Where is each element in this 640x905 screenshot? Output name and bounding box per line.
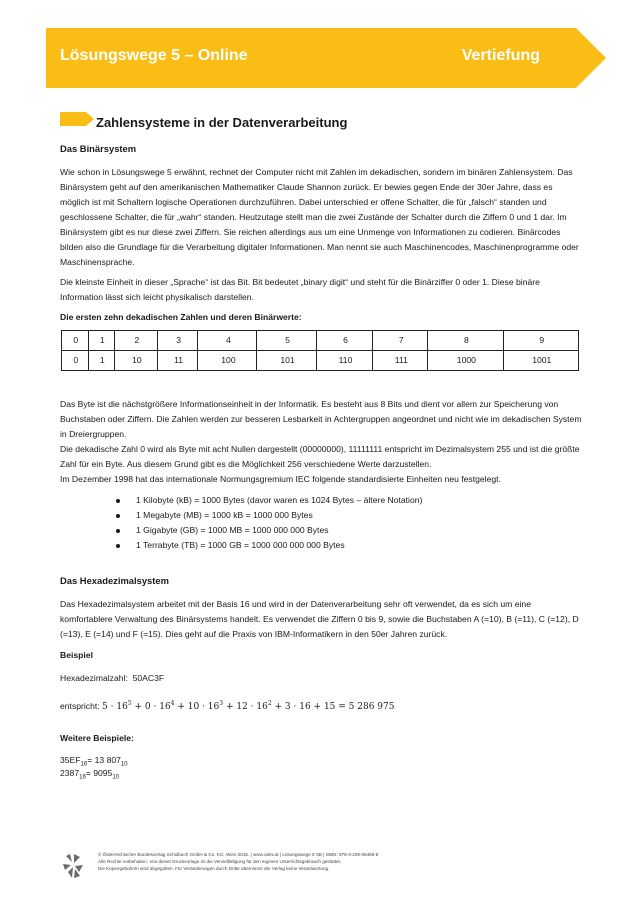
table-row-decimal	[62, 331, 579, 351]
header-banner	[46, 28, 606, 88]
binary-paragraph-1: Wie schon in Lösungswege 5 erwähnt, rechnet der Computer nicht mit Zahlen im dekadischen, sondern im binären Zahlensystem. Das Binärsystem geht auf den amerikanischen Mathematiker Claude Shannon zurück. Er bewies gegen Ende der 30er Jahre, dass es möglich ist mit Schaltern logische Operationen durchzuführen. Dabei unterschied er offene Schalter, die für „falsch“ standen und geschlossene Schalter, die für „wahr“ standen. Heutzutage stellt man die zwei Zustände der Schalter durch die Ziffern 0 und 1 dar. Im Binärsystem gibt es nur diese zwei Ziffern. Sie reichen allerdings aus um eine Unmenge von Informationen zu codieren. Binärcodes bilden also die Grundlage für die Verarbeitung digitaler Informationen. Man nennt sie auch Maschinencodes, Maschinenprogramme oder Maschinensprache.	[60, 167, 579, 267]
footer	[60, 850, 600, 880]
list-item: 1 Terrabyte (TB) = 1000 GB = 1000 000 000 000 Bytes	[136, 538, 582, 553]
more-example-2-base-sub: 16	[79, 774, 86, 781]
list-item: 1 Kilobyte (kB) = 1000 Bytes (davor waren es 1024 Bytes – ältere Notation)	[136, 493, 582, 508]
equation-expression: $5 \cdot 16^5 + 0 \cdot 16^4 + 10 \cdot 16^3 + 12 \cdot 16^2 + 3 \cdot 16 + 15$ =	[102, 700, 349, 712]
example-line	[60, 671, 582, 686]
page-title: Zahlensysteme in der Datenverarbeitung	[96, 115, 348, 130]
table-cell: 1	[88, 331, 115, 351]
table-cell: 110	[316, 351, 373, 371]
hex-heading: Das Hexadezimalsystem	[60, 575, 169, 586]
table-cell: 1	[88, 351, 115, 371]
table-cell: 101	[257, 351, 316, 371]
hex-paragraph-1: Das Hexadezimalsystem arbeitet mit der Basis 16 und wird in der Datenverarbeitung sehr oft verwendet, da es sich um eine komfortablere Verwaltung des Binärsystems handelt. Es verwendet die Ziffern 0 bis 9, sowie die Buchstaben A (=10), B (=11), C (=12), D (=13), E (=14) und F (=15). Dies geht auf die Praxis von IBM-Informatikern in den 50er Jahren zurück.	[60, 599, 579, 639]
footer-text	[98, 851, 378, 872]
table-cell: 3	[157, 331, 198, 351]
example-label: Hexadezimalzahl:	[60, 673, 128, 683]
table-cell: 111	[373, 351, 428, 371]
more-examples-heading: Weitere Beispiele:	[60, 733, 134, 743]
binary-paragraph-2: Die kleinste Einheit in dieser „Sprache“ ist das Bit. Bit bedeutet „binary digit“ und steht für die Binärziffer 0 oder 1. Diese binäre Information lässt sich leicht physikalisch darstellen.	[60, 277, 540, 302]
unit-list	[60, 493, 582, 553]
table-cell: 10	[115, 351, 158, 371]
binary-heading: Das Binärsystem	[60, 143, 137, 154]
binary-table	[61, 330, 579, 371]
equation-result: 5 286 975	[348, 702, 395, 712]
table-cell: 0	[62, 331, 89, 351]
more-example-1-base: 35EF	[60, 755, 81, 765]
equation-label: entspricht:	[60, 701, 100, 711]
banner-section-label: Vertiefung	[461, 47, 540, 64]
document-body	[60, 142, 582, 780]
list-item: 1 Gigabyte (GB) = 1000 MB = 1000 000 000 Bytes	[136, 523, 582, 538]
table-cell: 8	[428, 331, 503, 351]
table-cell: 1000	[428, 351, 503, 371]
more-example-2-value: 9095	[93, 768, 113, 778]
table-cell: 6	[316, 331, 373, 351]
table-caption: Die ersten zehn dekadischen Zahlen und deren Binärwerte:	[60, 312, 302, 322]
more-example-2-value-sub: 10	[112, 774, 120, 781]
table-cell: 5	[257, 331, 316, 351]
table-cell: 1001	[503, 351, 578, 371]
table-cell: 2	[115, 331, 158, 351]
table-cell: 9	[503, 331, 578, 351]
more-example-1: $35EF_{16}= 13$ $807_{10}$	[60, 755, 128, 768]
equation-line	[60, 699, 582, 715]
binary-paragraph-4: Die dekadische Zahl 0 wird als Byte mit acht Nullen dargestellt (00000000), 11111111 entspricht im Dezimalsystem 255 und ist die größte Zahl für ein Byte. Aus diesem Grund gibt es die Möglichkeit 256 verschiedene Werte darzustellen.	[60, 444, 580, 469]
example-heading: Beispiel	[60, 650, 93, 660]
publisher-logo-icon	[60, 852, 86, 880]
banner-title: Lösungswege 5 – Online	[60, 47, 248, 64]
binary-paragraph-3: Das Byte ist die nächstgrößere Informationseinheit in der Informatik. Es besteht aus 8 Bits und dient vor allem zur Speicherung von Buchstaben oder Ziffern. Die Zahlen werden zur besseren Lesbarkeit in Achtergruppen angeordnet und nicht wie im dekadischen System in Dreiergruppen.	[60, 399, 582, 439]
footer-line-1: © Österreichischer Bundesverlag Schulbuch GmbH & Co. KG, Wien 2015. | www.oebv.at | Lösungswege 5 SB | ISBN: 978-3-209-08466-8	[98, 852, 379, 857]
table-cell: 0	[62, 351, 89, 371]
table-row-binary	[62, 351, 579, 371]
more-example-1-base-sub: 16	[80, 761, 88, 768]
more-example-1-value-sub: 10	[120, 761, 128, 768]
list-item: 1 Megabyte (MB) = 1000 kB = 1000 000 Bytes	[136, 508, 582, 523]
more-example-2: $2387_{16}= 9095_{10}$	[60, 768, 120, 781]
table-cell: 4	[198, 331, 257, 351]
more-example-2-base: 2387	[60, 768, 80, 778]
binary-paragraph-5: Im Dezember 1998 hat das internationale Normungsgremium IEC folgende standardisierte Einheiten neu festgelegt.	[60, 474, 501, 484]
more-example-1-value: 13 807	[94, 755, 121, 765]
footer-line-2: Alle Rechte vorbehalten. Von dieser Druckvorlage ist die Vervielfältigung für den eigenen Unterrichtsgebrauch gestattet.	[98, 859, 342, 864]
example-value: 50AC3F	[132, 673, 165, 683]
footer-line-3: Die Kopiergebühren sind abgegolten. Für Veränderungen durch Dritte übernimmt der Verlag keine Verantwortung.	[98, 866, 330, 871]
table-cell: 7	[373, 331, 428, 351]
table-cell: 100	[198, 351, 257, 371]
table-cell: 11	[157, 351, 198, 371]
section-marker-arrow-icon	[60, 112, 94, 126]
